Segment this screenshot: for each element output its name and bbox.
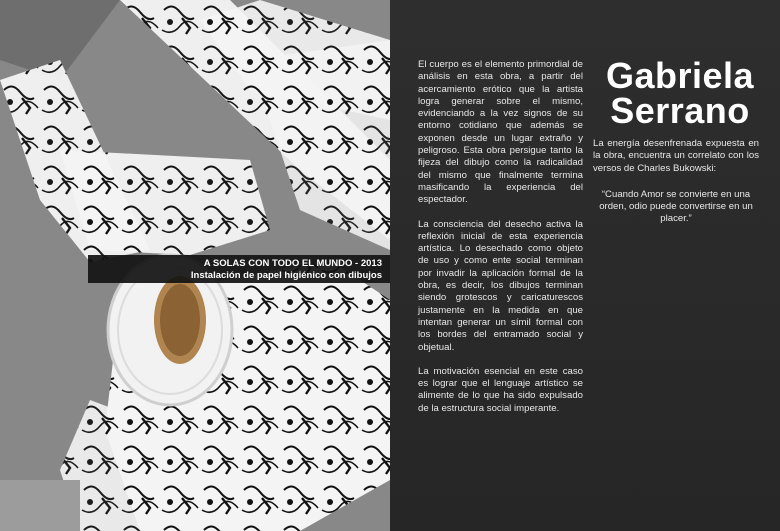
- essay-paragraph: La consciencia del desecho activa la reflexión inicial de esta experiencia artística. Lo desechado como objeto de uso y como ente social terminan por invadir la aplicación formal de la obra, es decir, los dibujos terminan siendo grotescos y caricaturescos justamente en la medida en que intentan generar un símil formal con los bordes del entramado social y objetual.: [418, 218, 583, 353]
- artist-name: [595, 55, 765, 131]
- bukowski-quote: “Cuando Amor se convierte en una orden, odio puede convertirse en un placer.”: [599, 188, 753, 225]
- artwork-caption: [88, 255, 390, 283]
- artwork-medium: Instalación de papel higiénico con dibujos: [190, 270, 382, 281]
- text-page: [390, 0, 780, 531]
- essay-paragraph: La motivación esencial en este caso es lograr que el lenguaje artístico se alimente de lo que ha sido expulsado de la estructura social imperante.: [418, 365, 583, 414]
- quote-column: [593, 138, 759, 226]
- artist-last-name: Serrano: [610, 90, 750, 131]
- artwork-title: A SOLAS CON TODO EL MUNDO - 2013: [203, 258, 382, 269]
- essay-column: [418, 59, 583, 427]
- artist-first-name: Gabriela: [605, 55, 755, 96]
- quote-intro: La energía desenfrenada expuesta en la obra, encuentra un correlato con los versos de Charles Bukowski:: [593, 138, 759, 174]
- essay-paragraph: El cuerpo es el elemento primordial de análisis en esta obra, a partir del acercamiento erótico que la artista logra generar sobre el mismo, evidenciando a la vez signos de su entorno cotidiano que además se exponen desde un lugar extraño y peligroso. Esta obra persigue tanto la fijeza del dibujo como la radicalidad del mismo que finalmente termina masificando la experiencia del espectador.: [418, 59, 583, 206]
